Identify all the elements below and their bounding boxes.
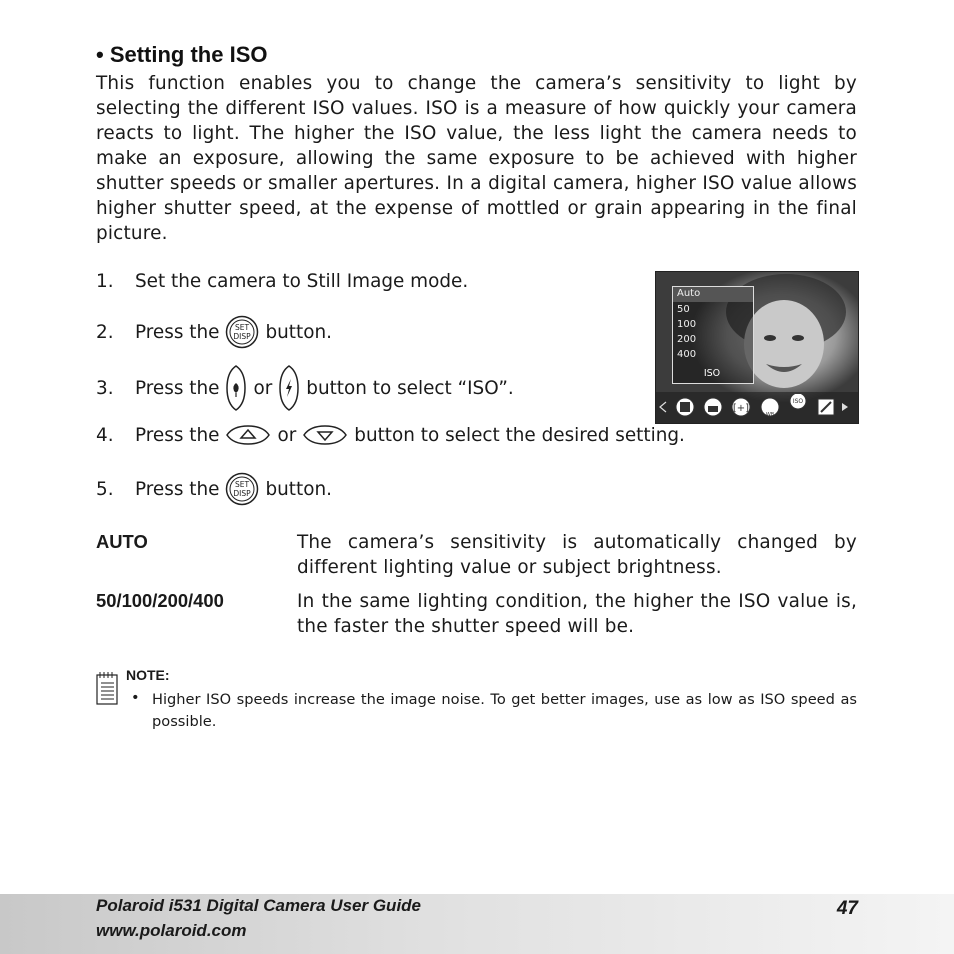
note-text: Higher ISO speeds increase the image noise. To get better images, use as low as ISO speed as possible. — [152, 691, 857, 730]
step-text-mid: or — [277, 424, 297, 446]
iso-menu-caption: ISO — [703, 368, 721, 379]
set-disp-button-icon — [225, 315, 259, 349]
section-heading: • Setting the ISO — [96, 42, 268, 67]
step-text-pre: Press the — [135, 321, 220, 343]
svg-text:SET: SET — [235, 480, 250, 489]
step-text-post: button to select the desired setting. — [354, 424, 685, 446]
step-3 — [96, 364, 514, 412]
definition-term-iso-values: 50/100/200/400 — [96, 590, 224, 611]
step-text-post: button. — [265, 321, 332, 343]
right-arrow-icon — [842, 403, 848, 411]
step-1 — [96, 271, 468, 292]
step-text-post: button. — [265, 478, 332, 500]
iso-option-100[interactable]: 100 — [677, 319, 697, 330]
right-flash-button-icon — [278, 364, 300, 412]
step-text-pre: Press the — [135, 478, 220, 500]
page-number: 47 — [836, 898, 858, 919]
step-2 — [96, 315, 332, 349]
down-button-icon — [302, 424, 348, 446]
page-footer — [0, 894, 954, 954]
iso-option-200[interactable]: 200 — [677, 334, 697, 345]
step-4 — [96, 424, 685, 446]
left-arrow-icon — [660, 402, 666, 412]
step-text-post: button to select “ISO”. — [306, 377, 514, 399]
note-bullet: • — [131, 689, 140, 706]
note-icon — [96, 671, 118, 705]
svg-text:WB: WB — [765, 412, 775, 418]
step-number: 2. — [96, 321, 114, 343]
svg-text:DISP: DISP — [233, 489, 252, 498]
camera-lcd-screenshot — [655, 271, 859, 424]
step-text-pre: Press the — [135, 424, 220, 446]
svg-text:[+]: [+] — [732, 403, 750, 414]
intro-paragraph: This function enables you to change the camera’s sensitivity to light by selecting the different ISO values. ISO is a measure of how quickly your camera reacts to light. The higher the ISO value, the less light the camera needs to make an exposure, allowing the same exposure to be achieved with higher shutter speeds or smaller apertures. In a digital camera, higher ISO value allows higher shutter speed, at the expense of mottled or grain appearing in the final picture. — [96, 73, 857, 244]
footer-url[interactable]: www.polaroid.com — [96, 921, 247, 940]
set-disp-button-icon — [225, 472, 259, 506]
iso-option-400[interactable]: 400 — [677, 349, 697, 360]
step-5 — [96, 472, 332, 506]
definition-term-auto: AUTO — [96, 531, 148, 552]
step-number: 5. — [96, 478, 114, 500]
iso-option-auto[interactable]: Auto — [677, 288, 701, 299]
step-text: Set the camera to Still Image mode. — [135, 271, 469, 292]
step-number: 1. — [96, 271, 114, 292]
step-number: 3. — [96, 377, 114, 399]
step-text-mid: or — [253, 377, 273, 399]
svg-text:ISO: ISO — [792, 398, 804, 405]
svg-text:DISP: DISP — [233, 332, 252, 341]
definition-desc-auto: The camera’s sensitivity is automatically changed by different lighting value or subject brightness. — [297, 532, 857, 578]
up-button-icon — [225, 424, 271, 446]
step-text-pre: Press the — [135, 377, 220, 399]
lcd-toolbar — [656, 394, 858, 420]
svg-text:SET: SET — [235, 323, 250, 332]
left-macro-button-icon — [225, 364, 247, 412]
iso-option-50[interactable]: 50 — [677, 304, 690, 315]
step-number: 4. — [96, 424, 114, 446]
footer-guide-title: Polaroid i531 Digital Camera User Guide — [96, 896, 422, 915]
note-title: NOTE: — [126, 667, 170, 683]
definition-desc-iso-values: In the same lighting condition, the higher the ISO value is, the faster the shutter speed will be. — [297, 591, 857, 637]
